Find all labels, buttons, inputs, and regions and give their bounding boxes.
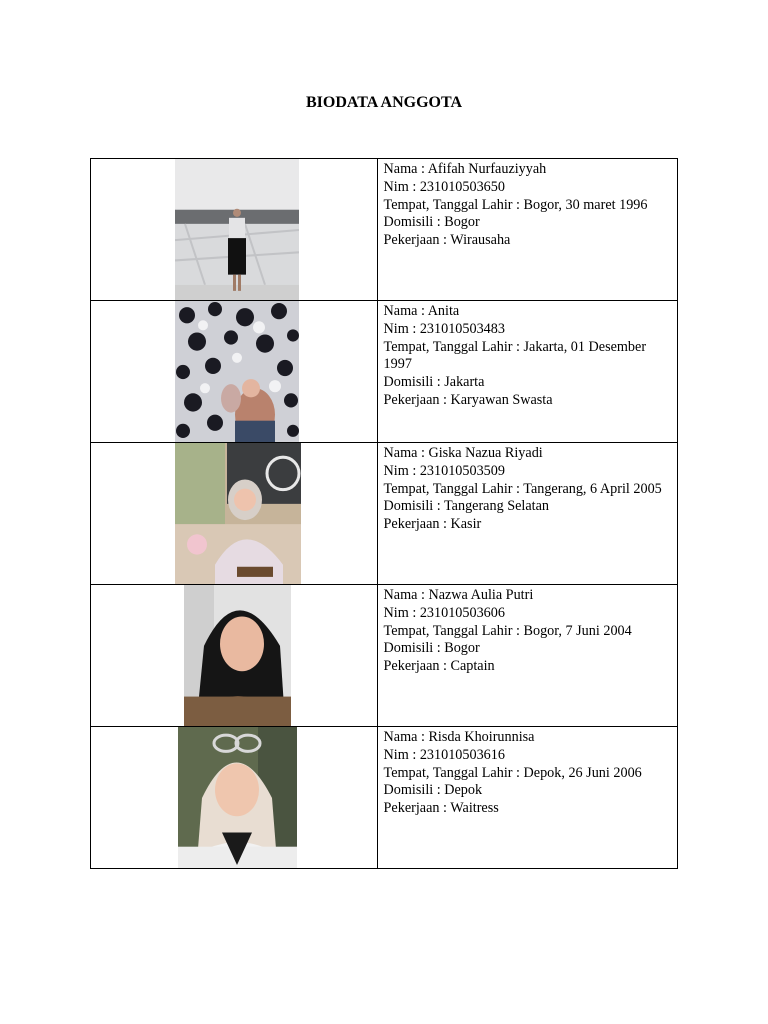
member-photo-2 [175,301,299,442]
photo-cell [91,585,378,727]
domisili-line: Domisili : Tangerang Selatan [383,498,549,515]
page-title: BIODATA ANGGOTA [305,94,463,111]
photo-cell [91,159,378,301]
nama-line: Nama : Giska Nazua Riyadi [383,445,543,461]
ttl-line: Tempat, Tanggal Lahir : Jakarta, 01 Desember 1997 [383,338,647,373]
photo-cell [91,727,378,869]
nim-line: Nim : 231010503606 [383,604,505,621]
member-photo-1 [175,159,299,300]
info-cell [377,727,677,869]
member-table [90,158,678,869]
nim-line: Nim : 231010503483 [383,320,505,337]
table-row [91,159,678,301]
member-photo-3 [175,443,301,584]
nim-line: Nim : 231010503650 [383,178,505,195]
domisili-line: Domisili : Depok [383,782,483,799]
table-row [91,585,678,727]
pekerjaan-line: Pekerjaan : Kasir [383,516,482,533]
ttl-line: Tempat, Tanggal Lahir : Bogor, 30 maret 1996 [383,196,648,213]
member-photo-5 [178,727,297,868]
info-cell [377,301,677,443]
ttl-line: Tempat, Tanggal Lahir : Depok, 26 Juni 2006 [383,764,642,781]
domisili-line: Domisili : Bogor [383,214,480,231]
nim-line: Nim : 231010503616 [383,746,505,763]
member-photo-4 [184,585,291,726]
domisili-line: Domisili : Jakarta [383,374,485,391]
photo-cell [91,301,378,443]
nama-line: Nama : Risda Khoirunnisa [383,729,535,745]
nama-line: Nama : Anita [383,303,460,319]
nama-line: Nama : Nazwa Aulia Putri [383,587,534,603]
pekerjaan-line: Pekerjaan : Waitress [383,800,499,817]
info-cell [377,443,677,585]
nim-line: Nim : 231010503509 [383,462,505,479]
pekerjaan-line: Pekerjaan : Captain [383,658,495,675]
photo-cell [91,443,378,585]
table-row [91,727,678,869]
pekerjaan-line: Pekerjaan : Karyawan Swasta [383,391,553,408]
info-cell [377,585,677,727]
ttl-line: Tempat, Tanggal Lahir : Bogor, 7 Juni 2004 [383,622,632,639]
ttl-line: Tempat, Tanggal Lahir : Tangerang, 6 April 2005 [383,480,662,497]
table-row [91,301,678,443]
info-cell [377,159,677,301]
nama-line: Nama : Afifah Nurfauziyyah [383,161,547,177]
table-row [91,443,678,585]
pekerjaan-line: Pekerjaan : Wirausaha [383,232,511,249]
domisili-line: Domisili : Bogor [383,640,480,657]
